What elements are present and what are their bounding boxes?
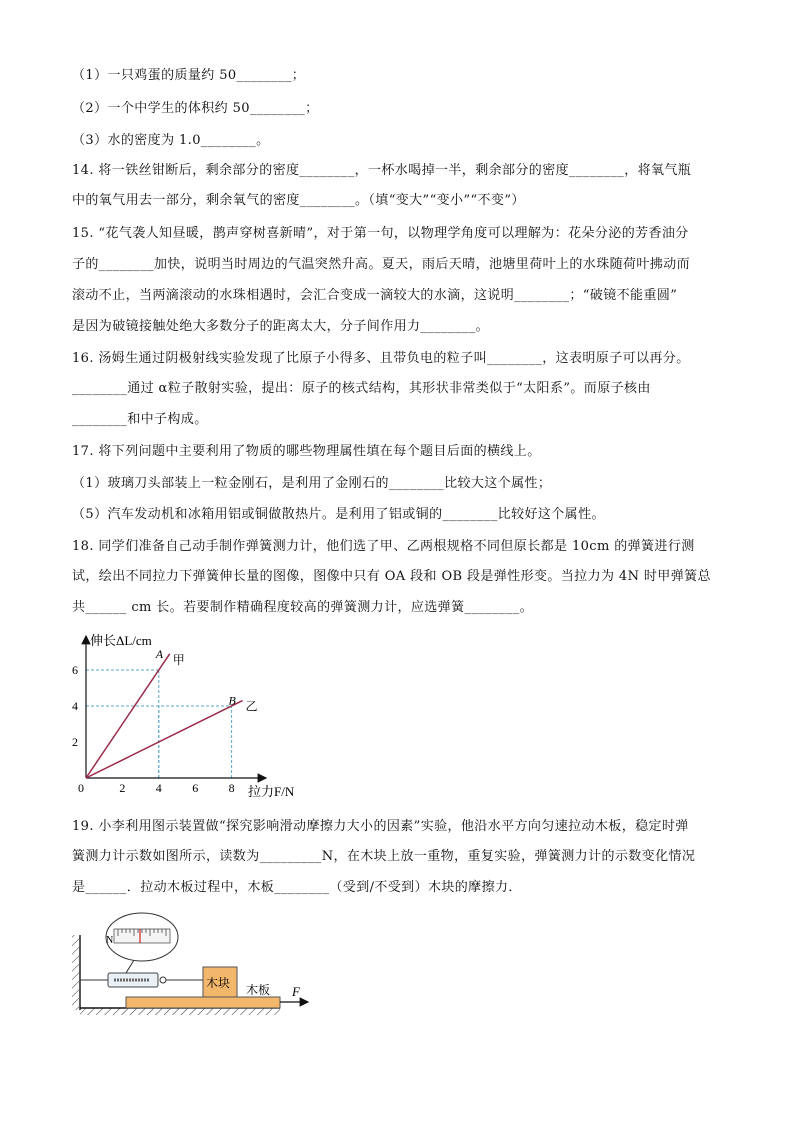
series-line-yi	[86, 701, 243, 778]
series-line-jia	[86, 654, 170, 778]
x-tick-label: 8	[228, 781, 235, 795]
text-line: 是因为破镜接触处绝大多数分子的距离太大，分子间作用力________。	[72, 319, 490, 334]
text-line: （1）一只鸡蛋的质量约 50________；	[72, 68, 306, 83]
text-line: 子的________加快，说明当时周边的气温突然升高。夏天，雨后天晴，池塘里荷叶上的水珠随荷叶拂动而	[72, 257, 691, 272]
x-tick-label: 2	[119, 781, 126, 795]
text-line: （5）汽车发动机和冰箱用铝或铜做散热片。是利用了铝或铜的________比较好这个属性。	[72, 507, 605, 522]
ground-hatching	[80, 1008, 280, 1015]
x-tick-label: 6	[192, 781, 199, 795]
text-line: 14. 将一铁丝钳断后，剩余部分的密度________，一杯水喝掉一半，剩余部分的密度________，将氧气瓶	[72, 163, 692, 178]
board-label: 木板	[246, 983, 271, 997]
text-line: （1）玻璃刀头部装上一粒金刚石，是利用了金刚石的________比较大这个属性；	[72, 476, 552, 491]
y-tick-label: 2	[72, 735, 78, 749]
friction-experiment-figure	[70, 905, 320, 1020]
y-axis-label: 伸长ΔL/cm	[90, 633, 152, 648]
spring-extension-chart	[60, 628, 320, 808]
text-line: 15. “花气袭人知昼暖，鹊声穿树喜新晴”，对于第一句，以物理学角度可以理解为：花朵分泌的芳香油分	[72, 226, 689, 241]
text-line: ________通过 α粒子散射实验，提出：原子的核式结构，其形状非常类似于“太阳系”。而原子核由	[72, 381, 651, 396]
text-line: 18. 同学们准备自己动手制作弹簧测力计，他们选了甲、乙两根规格不同但原长都是 10cm 的弹簧进行测	[72, 539, 695, 554]
x-tick-label: 0	[78, 781, 84, 795]
chart-guides	[86, 670, 232, 778]
block-label: 木块	[206, 976, 231, 990]
y-tick-label: 6	[72, 663, 78, 677]
text-line: （3）水的密度为 1.0________。	[72, 133, 270, 148]
y-tick-label: 4	[72, 699, 78, 713]
point-label: A	[155, 646, 164, 661]
text-line: 试，绘出不同拉力下弹簧伸长量的图像，图像中只有 OA 段和 OB 段是弹性形变。当拉力为 4N 时甲弹簧总	[72, 569, 711, 584]
text-line: 簧测力计示数如图所示，读数为_________N，在木块上放一重物，重复实验，弹簧测力计的示数变化情况	[72, 849, 696, 864]
x-axis-label: 拉力F/N	[248, 784, 295, 799]
scale-ring	[160, 977, 166, 983]
text-line: 19. 小李利用图示装置做“探究影响滑动摩擦力大小的因素”实验，他沿水平方向匀速拉动木板，稳定时弹	[72, 819, 689, 834]
wooden-board	[126, 997, 280, 1008]
text-line: 中的氧气用去一部分，剩余氧气的密度________。（填“变大”“变小”“不变”）	[72, 193, 525, 208]
chart-ticks	[72, 663, 235, 795]
point-label: B	[228, 693, 236, 708]
text-line: ________和中子构成。	[72, 412, 208, 427]
magnifier-pointer	[126, 960, 134, 973]
text-line: 共______ cm 长。若要制作精确程度较高的弹簧测力计，应选弹簧________。	[72, 600, 534, 615]
scale-unit-label: N	[106, 935, 114, 946]
text-line: 是______．拉动木板过程中，木板________（受到/不受到）木块的摩擦力．	[72, 880, 522, 895]
text-line: 16. 汤姆生通过阴极射线实验发现了比原子小得多、且带负电的粒子叫________，这表明原子可以再分。	[72, 351, 690, 366]
wall-hatching	[72, 935, 79, 1010]
x-tick-label: 4	[155, 781, 162, 795]
series-name-label: 甲	[172, 652, 185, 667]
series-name-label: 乙	[245, 699, 258, 714]
force-label: F	[292, 984, 300, 999]
text-line: 17. 将下列问题中主要利用了物质的哪些物理属性填在每个题目后面的横线上。	[72, 444, 541, 459]
text-line: 滚动不止，当两滴滚动的水珠相遇时，会汇合变成一滴较大的水滴，这说明________；“破镜不能重圆”	[72, 288, 678, 303]
text-line: （2）一个中学生的体积约 50________；	[72, 101, 319, 116]
